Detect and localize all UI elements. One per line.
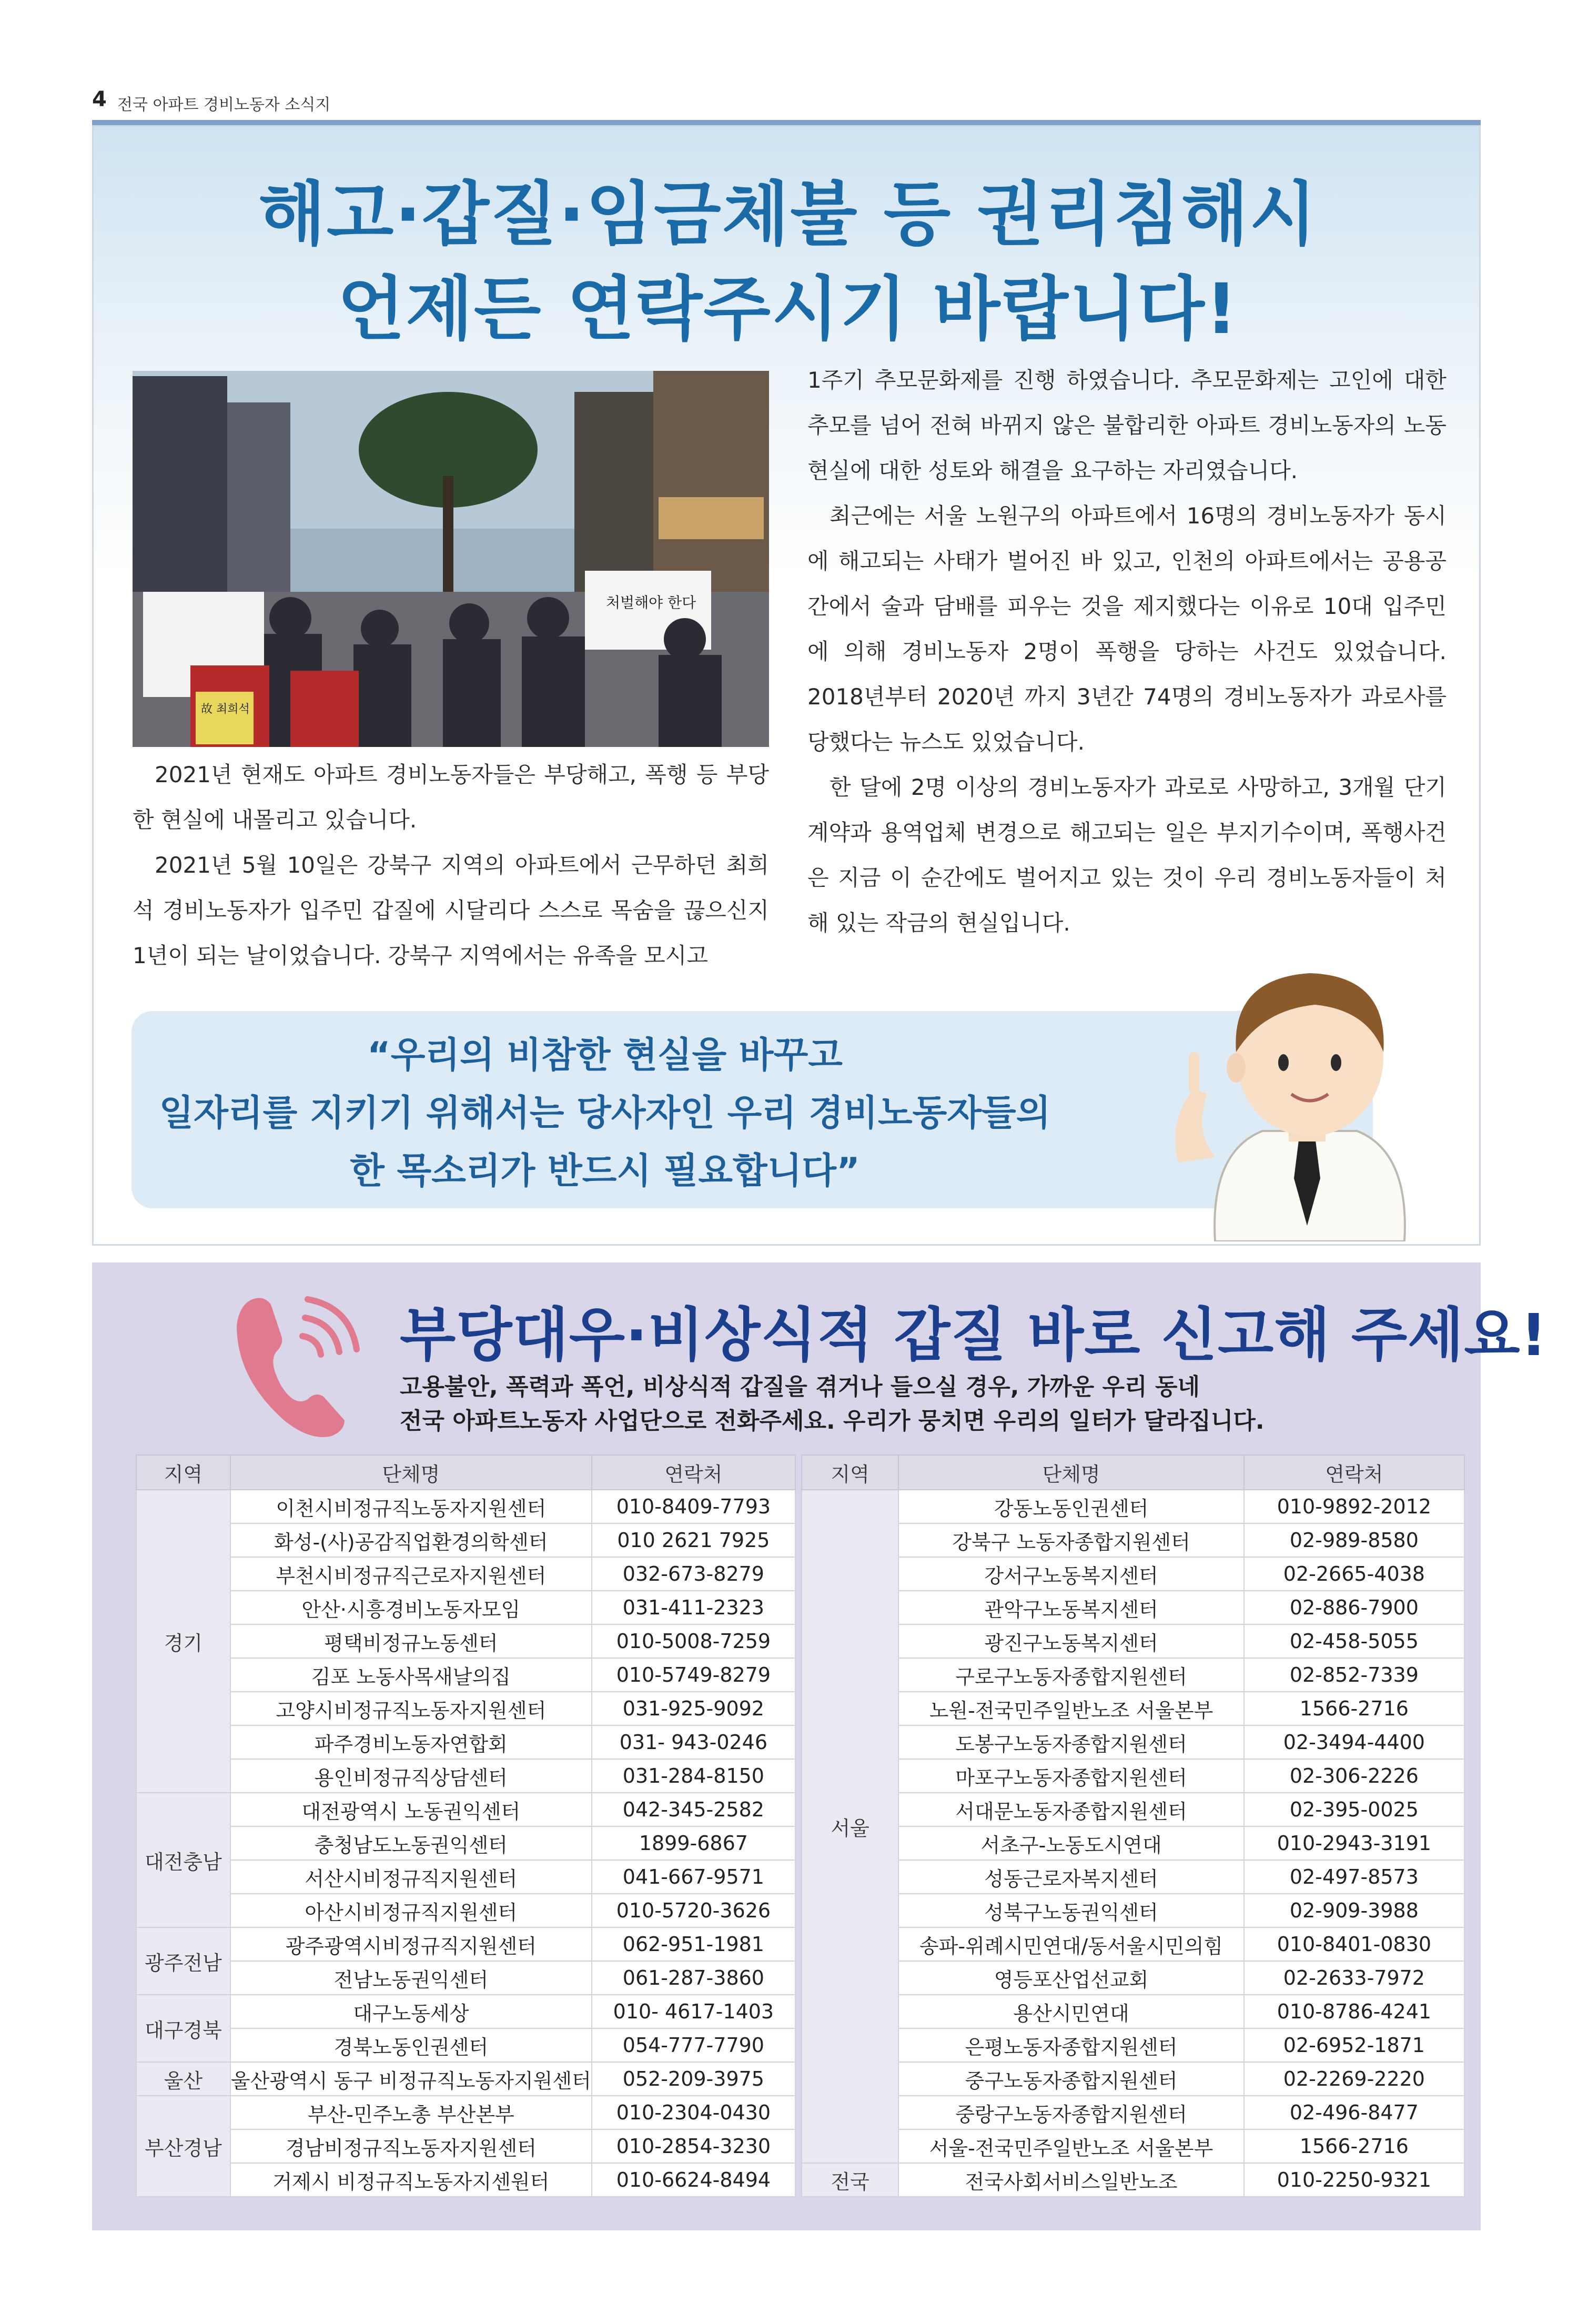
org-cell: 관악구노동복지센터	[898, 1591, 1244, 1624]
rally-photo	[133, 371, 769, 747]
phone-cell: 02-852-7339	[1244, 1658, 1464, 1692]
org-cell: 강서구노동복지센터	[898, 1557, 1244, 1591]
article-paragraph: 1주기 추모문화제를 진행 하였습니다. 추모문화제는 고인에 대한 추모를 넘어 전혀 바뀌지 않은 불합리한 아파트 경비노동자의 노동현실에 대한 성토와 해결을 요구하는 자리였습니다.	[807, 367, 1446, 483]
org-cell: 경북노동인권센터	[230, 2028, 592, 2062]
phone-cell: 010-8401-0830	[1244, 1927, 1464, 1961]
region-cell: 울산	[136, 2062, 230, 2096]
phone-cell: 010-5008-7259	[592, 1624, 795, 1658]
table-row	[802, 2096, 1464, 2129]
col-header-org: 단체명	[230, 1455, 592, 1490]
table-row	[136, 2163, 795, 2197]
phone-cell: 1899-6867	[592, 1826, 795, 1860]
report-subtitle: 전국 아파트노동자 사업단으로 전화주세요. 우리가 뭉치면 우리의 일터가 달라집니다.	[400, 1408, 1265, 1434]
contact-table-left	[136, 1454, 796, 2197]
article-left-column	[133, 752, 769, 978]
table-row	[136, 1591, 795, 1624]
table-body	[802, 1490, 1464, 2197]
table-row	[136, 1995, 795, 2028]
table-row	[802, 1658, 1464, 1692]
phone-cell: 041-667-9571	[592, 1860, 795, 1894]
article-paragraph: 한 달에 2명 이상의 경비노동자가 과로로 사망하고, 3개월 단기계약과 용역업체 변경으로 해고되는 일은 부지기수이며, 폭행사건은 지금 이 순간에도 벌어지고 있는 것이 우리 경비노동자들이 처해 있는 작금의 현실입니다.	[807, 774, 1446, 936]
article-paragraph: 2021년 현재도 아파트 경비노동자들은 부당해고, 폭행 등 부당한 현실에 내몰리고 있습니다.	[133, 762, 769, 833]
phone-cell: 010-9892-2012	[1244, 1490, 1464, 1523]
phone-cell: 1566-2716	[1244, 2129, 1464, 2163]
phone-cell: 02-306-2226	[1244, 1759, 1464, 1793]
table-body	[136, 1490, 795, 2197]
org-cell: 부천시비정규직근로자지원센터	[230, 1557, 592, 1591]
org-cell: 강동노동인권센터	[898, 1490, 1244, 1523]
region-cell: 서울	[802, 1490, 898, 2163]
phone-cell: 02-909-3988	[1244, 1894, 1464, 1927]
table-row	[136, 1557, 795, 1591]
table-row	[802, 2129, 1464, 2163]
table-row	[802, 1826, 1464, 1860]
org-cell: 평택비정규노동센터	[230, 1624, 592, 1658]
org-cell: 중랑구노동자종합지원센터	[898, 2096, 1244, 2129]
phone-cell: 010-2854-3230	[592, 2129, 795, 2163]
phone-cell: 02-496-8477	[1244, 2096, 1464, 2129]
org-cell: 화성-(사)공감직업환경의학센터	[230, 1523, 592, 1557]
org-cell: 은평노동자종합지원센터	[898, 2028, 1244, 2062]
org-cell: 아산시비정규직지원센터	[230, 1894, 592, 1927]
phone-cell: 010-2304-0430	[592, 2096, 795, 2129]
article-paragraph: 2021년 5월 10일은 강북구 지역의 아파트에서 근무하던 최희석 경비노동자가 입주민 갑질에 시달리다 스스로 목숨을 끊으신지 1년이 되는 날이었습니다. 강북구 지역에서는 유족을 모시고	[133, 852, 769, 968]
headline-line1: 해고·갑질·임금체불 등 권리침해시	[258, 174, 1318, 255]
table-row	[802, 1759, 1464, 1793]
table-row	[802, 1927, 1464, 1961]
org-cell: 성동근로자복지센터	[898, 1860, 1244, 1894]
region-cell: 대구경북	[136, 1995, 230, 2062]
phone-cell: 02-2633-7972	[1244, 1961, 1464, 1995]
phone-cell: 042-345-2582	[592, 1793, 795, 1826]
phone-cell: 02-989-8580	[1244, 1523, 1464, 1557]
table-row	[802, 1894, 1464, 1927]
org-cell: 부산-민주노총 부산본부	[230, 2096, 592, 2129]
org-cell: 서초구-노동도시연대	[898, 1826, 1244, 1860]
phone-cell: 010-2250-9321	[1244, 2163, 1464, 2197]
table-row	[136, 1490, 795, 1523]
phone-cell: 02-2665-4038	[1244, 1557, 1464, 1591]
col-header-region: 지역	[136, 1455, 230, 1490]
org-cell: 고양시비정규직노동자지원센터	[230, 1692, 592, 1725]
phone-cell: 02-497-8573	[1244, 1860, 1464, 1894]
report-title: 부당대우·비상식적 갑질 바로 신고해 주세요!	[400, 1301, 1547, 1369]
article-paragraph: 최근에는 서울 노원구의 아파트에서 16명의 경비노동자가 동시에 해고되는 사태가 벌어진 바 있고, 인천의 아파트에서는 공용공간에서 술과 담배를 피우는 것을 제지했다는 이유로 10대 입주민에 의해 경비노동자 2명이 폭행을 당하는 사건도 있었습니다. 2018년부터 2020년 까지 3년간 74명의 경비노동자가 과로사를 당했다는 뉴스도 있었습니다.	[807, 503, 1446, 755]
table-row	[802, 1995, 1464, 2028]
table-row	[802, 1692, 1464, 1725]
phone-cell: 052-209-3975	[592, 2062, 795, 2096]
contact-table-right	[801, 1454, 1465, 2197]
org-cell: 거제시 비정규직노동자지센원터	[230, 2163, 592, 2197]
table-row	[136, 1523, 795, 1557]
org-cell: 송파-위례시민연대/동서울시민의힘	[898, 1927, 1244, 1961]
org-cell: 서산시비정규직지원센터	[230, 1860, 592, 1894]
region-cell: 대전충남	[136, 1793, 230, 1927]
table-row	[802, 2163, 1464, 2197]
phone-cell: 010-8786-4241	[1244, 1995, 1464, 2028]
org-cell: 서울-전국민주일반노조 서울본부	[898, 2129, 1244, 2163]
org-cell: 광진구노동복지센터	[898, 1624, 1244, 1658]
org-cell: 안산·시흥경비노동자모임	[230, 1591, 592, 1624]
phone-cell: 02-3494-4400	[1244, 1725, 1464, 1759]
table-row	[802, 2028, 1464, 2062]
article-right-column	[807, 358, 1446, 946]
org-cell: 마포구노동자종합지원센터	[898, 1759, 1244, 1793]
photo-sign-text: 처벌해야 한다	[606, 594, 696, 611]
col-header-phone: 연락처	[592, 1455, 795, 1490]
table-row	[802, 1624, 1464, 1658]
header-rule	[92, 120, 1481, 125]
phone-cell: 061-287-3860	[592, 1961, 795, 1995]
phone-cell: 031-411-2323	[592, 1591, 795, 1624]
phone-cell: 010- 4617-1403	[592, 1995, 795, 2028]
headline-line2: 언제든 연락주시기 바랍니다!	[337, 269, 1239, 350]
page-number: 4	[92, 87, 107, 112]
org-cell: 광주광역시비정규직지원센터	[230, 1927, 592, 1961]
org-cell: 용인비정규직상담센터	[230, 1759, 592, 1793]
table-row	[802, 1725, 1464, 1759]
phone-cell: 010-5749-8279	[592, 1658, 795, 1692]
table-row	[136, 1759, 795, 1793]
phone-cell: 02-458-5055	[1244, 1624, 1464, 1658]
phone-cell: 02-886-7900	[1244, 1591, 1464, 1624]
table-row	[802, 1523, 1464, 1557]
org-cell: 김포 노동사목새날의집	[230, 1658, 592, 1692]
phone-cell: 1566-2716	[1244, 1692, 1464, 1725]
table-row	[136, 2096, 795, 2129]
org-cell: 충청남도노동권익센터	[230, 1826, 592, 1860]
publication-name: 전국 아파트 경비노동자 소식지	[117, 96, 331, 114]
table-row	[136, 2062, 795, 2096]
region-cell: 경기	[136, 1490, 230, 1793]
region-cell: 광주전남	[136, 1927, 230, 1995]
table-header-row	[136, 1455, 795, 1490]
page-header	[92, 84, 1481, 121]
org-cell: 영등포산업선교회	[898, 1961, 1244, 1995]
org-cell: 성북구노동권익센터	[898, 1894, 1244, 1927]
org-cell: 전국사회서비스일반노조	[898, 2163, 1244, 2197]
col-header-org: 단체명	[898, 1455, 1244, 1490]
table-row	[136, 1826, 795, 1860]
table-row	[802, 1793, 1464, 1826]
org-cell: 중구노동자종합지원센터	[898, 2062, 1244, 2096]
region-cell: 전국	[802, 2163, 898, 2197]
region-cell: 부산경남	[136, 2096, 230, 2197]
phone-cell: 010-8409-7793	[592, 1490, 795, 1523]
phone-cell: 031-284-8150	[592, 1759, 795, 1793]
table-row	[136, 1725, 795, 1759]
org-cell: 이천시비정규직노동자지원센터	[230, 1490, 592, 1523]
pointing-worker-illustration	[1157, 931, 1452, 1241]
table-row	[136, 1692, 795, 1725]
table-row	[802, 1860, 1464, 1894]
table-row	[136, 2028, 795, 2062]
table-row	[136, 1894, 795, 1927]
phone-cell: 010-5720-3626	[592, 1894, 795, 1927]
org-cell: 대구노동세상	[230, 1995, 592, 2028]
org-cell: 경남비정규직노동자지원센터	[230, 2129, 592, 2163]
table-row	[136, 1793, 795, 1826]
table-row	[136, 2129, 795, 2163]
phone-cell: 02-6952-1871	[1244, 2028, 1464, 2062]
phone-cell: 032-673-8279	[592, 1557, 795, 1591]
org-cell: 파주경비노동자연합회	[230, 1725, 592, 1759]
org-cell: 용산시민연대	[898, 1995, 1244, 2028]
table-header-row	[802, 1455, 1464, 1490]
table-row	[802, 1591, 1464, 1624]
table-row	[802, 1490, 1464, 1523]
table-row	[136, 1624, 795, 1658]
phone-cell: 02-395-0025	[1244, 1793, 1464, 1826]
phone-cell: 031-925-9092	[592, 1692, 795, 1725]
org-cell: 구로구노동자종합지원센터	[898, 1658, 1244, 1692]
phone-cell: 010 2621 7925	[592, 1523, 795, 1557]
phone-cell: 010-2943-3191	[1244, 1826, 1464, 1860]
photo-vest-text: 故 최희석	[201, 703, 250, 716]
phone-cell: 054-777-7790	[592, 2028, 795, 2062]
table-row	[802, 1557, 1464, 1591]
phone-cell: 031- 943-0246	[592, 1725, 795, 1759]
table-row	[136, 1860, 795, 1894]
table-row	[802, 2062, 1464, 2096]
org-cell: 대전광역시 노동권익센터	[230, 1793, 592, 1826]
report-subtitle: 고용불안, 폭력과 폭언, 비상식적 갑질을 겪거나 들으실 경우, 가까운 우리 동네	[400, 1373, 1200, 1400]
phone-cell: 062-951-1981	[592, 1927, 795, 1961]
table-row	[136, 1961, 795, 1995]
org-cell: 도봉구노동자종합지원센터	[898, 1725, 1244, 1759]
phone-cell: 010-6624-8494	[592, 2163, 795, 2197]
org-cell: 전남노동권익센터	[230, 1961, 592, 1995]
quote-line: “우리의 비참한 현실을 바꾸고	[367, 1035, 843, 1076]
phone-cell: 02-2269-2220	[1244, 2062, 1464, 2096]
quote-line: 일자리를 지키기 위해서는 당사자인 우리 경비노동자들의	[159, 1093, 1051, 1134]
col-header-phone: 연락처	[1244, 1455, 1464, 1490]
table-row	[136, 1927, 795, 1961]
org-cell: 울산광역시 동구 비정규직노동자지원센터	[230, 2062, 592, 2096]
table-row	[136, 1658, 795, 1692]
table-row	[802, 1961, 1464, 1995]
quote-line: 한 목소리가 반드시 필요합니다”	[350, 1150, 860, 1192]
org-cell: 노원-전국민주일반노조 서울본부	[898, 1692, 1244, 1725]
org-cell: 서대문노동자종합지원센터	[898, 1793, 1244, 1826]
org-cell: 강북구 노동자종합지원센터	[898, 1523, 1244, 1557]
phone-icon	[231, 1289, 363, 1441]
col-header-region: 지역	[802, 1455, 898, 1490]
